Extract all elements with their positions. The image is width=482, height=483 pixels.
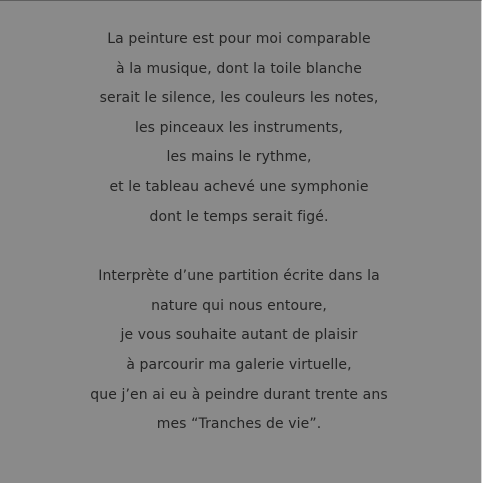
poem-line: serait le silence, les couleurs les notes, — [99, 90, 379, 107]
poem-line: à la musique, dont la toile blanche — [116, 60, 362, 77]
poem-line: les pinceaux les instruments, — [134, 119, 344, 136]
poem-line: mes “Tranches de vie”. — [156, 416, 322, 433]
poem-line: La peinture est pour moi comparable — [107, 31, 371, 47]
poem-line: et le tableau achevé une symphonie — [109, 178, 369, 195]
poem-line: dont le temps serait figé. — [149, 208, 329, 225]
poem-line: je vous souhaite autant de plaisir — [120, 327, 358, 344]
poem-text — [0, 25, 478, 440]
poem-line: Interprète d’une partition écrite dans la — [98, 268, 380, 285]
stanza-gap — [0, 232, 478, 262]
poem-line: les mains le rythme, — [166, 149, 312, 166]
poem-line: à parcourir ma galerie virtuelle, — [126, 356, 352, 373]
poem-line: nature qui nous entoure, — [151, 297, 327, 314]
stanza-2 — [0, 262, 478, 440]
poem-line: que j’en ai eu à peindre durant trente ans — [90, 386, 388, 403]
stanza-1 — [0, 25, 478, 232]
